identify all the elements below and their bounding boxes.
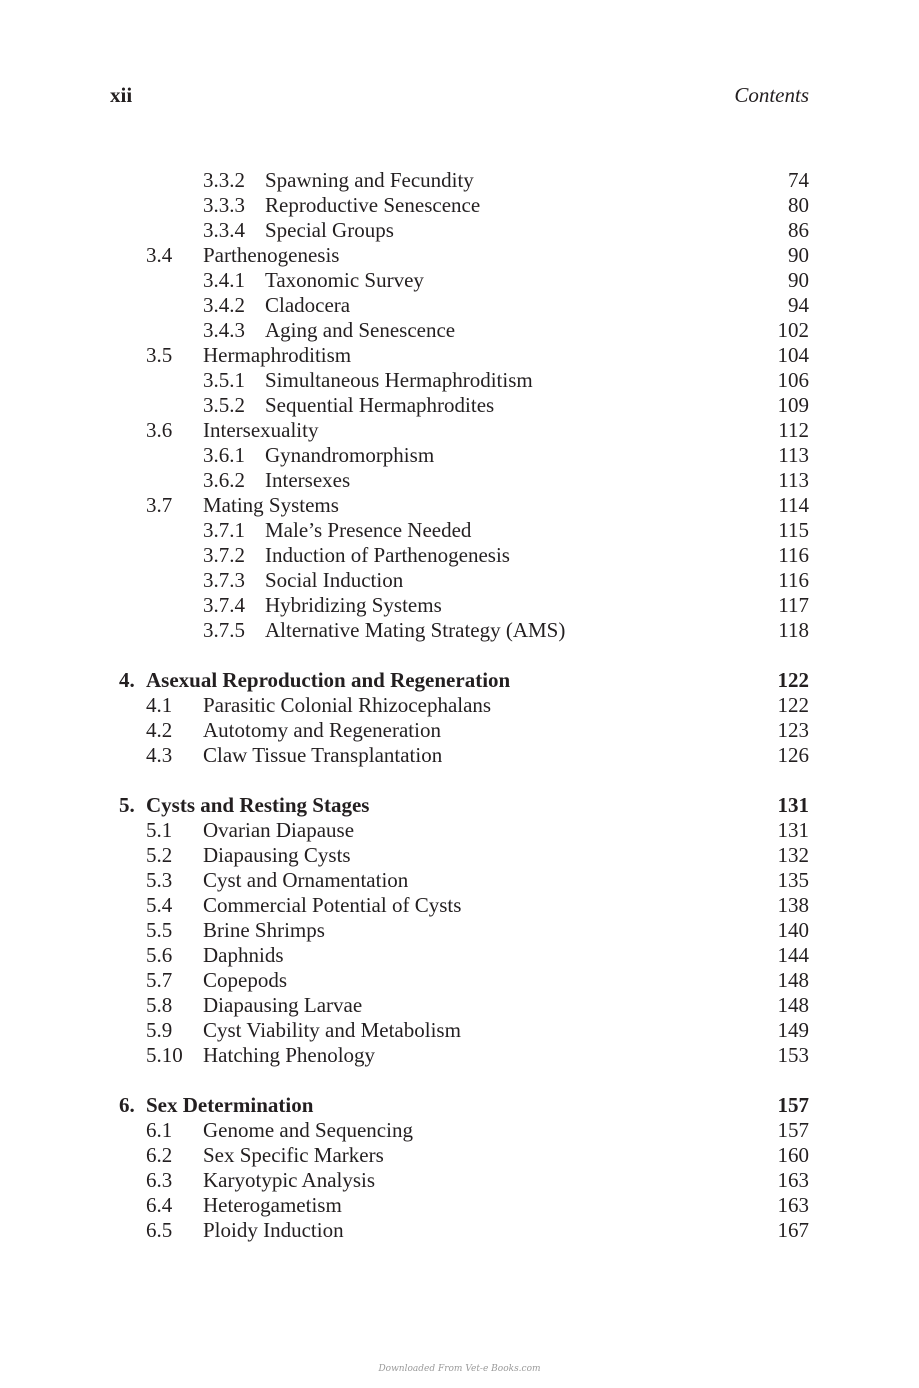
toc-entry-page: 118 bbox=[778, 618, 809, 642]
toc-section-row bbox=[0, 818, 919, 843]
toc-entry-page: 86 bbox=[788, 218, 809, 242]
toc-entry-number: 6.2 bbox=[146, 1143, 173, 1167]
toc-entry-number: 5. bbox=[119, 793, 135, 817]
toc-subsection-row bbox=[0, 318, 919, 343]
toc-section-row bbox=[0, 1168, 919, 1193]
toc-entry-page: 157 bbox=[777, 1093, 809, 1117]
toc-entry-title: Copepods bbox=[203, 968, 287, 992]
toc-entry-title: Karyotypic Analysis bbox=[203, 1168, 376, 1192]
toc-entry-page: 113 bbox=[778, 443, 809, 467]
toc-entry-page: 115 bbox=[778, 518, 809, 542]
toc-entry-page: 113 bbox=[778, 468, 809, 492]
toc-entry-number: 3.4 bbox=[146, 243, 173, 267]
toc-entry-number: 5.9 bbox=[146, 1018, 173, 1042]
toc-entry-number: 3.3.4 bbox=[203, 218, 245, 242]
toc-section-row bbox=[0, 418, 919, 443]
toc-entry-page: 131 bbox=[777, 818, 809, 842]
toc-entry-title: Alternative Mating Strategy (AMS) bbox=[265, 618, 566, 642]
toc-section-row bbox=[0, 918, 919, 943]
toc-entry-page: 138 bbox=[777, 893, 809, 917]
toc-section-row bbox=[0, 1043, 919, 1068]
toc-entry-number: 6.1 bbox=[146, 1118, 173, 1142]
toc-chapter-row bbox=[0, 1093, 919, 1118]
toc-entry-number: 6.5 bbox=[146, 1218, 173, 1242]
toc-entry-title: Cyst Viability and Metabolism bbox=[203, 1018, 461, 1042]
toc-entry-title: Genome and Sequencing bbox=[203, 1118, 413, 1142]
toc-entry-number: 3.7.5 bbox=[203, 618, 245, 642]
toc-entry-page: 112 bbox=[778, 418, 809, 442]
toc-section-row bbox=[0, 1118, 919, 1143]
toc-entry-number: 5.8 bbox=[146, 993, 173, 1017]
toc-section-row bbox=[0, 893, 919, 918]
toc-entry-number: 3.7.3 bbox=[203, 568, 245, 592]
toc-subsection-row bbox=[0, 193, 919, 218]
toc-entry-page: 163 bbox=[777, 1168, 809, 1192]
toc-section-row bbox=[0, 943, 919, 968]
toc-entry-title: Sex Specific Markers bbox=[203, 1143, 384, 1167]
toc-subsection-row bbox=[0, 368, 919, 393]
toc-entry-title: Ploidy Induction bbox=[203, 1218, 344, 1242]
toc-section-row bbox=[0, 1143, 919, 1168]
toc-entry-number: 4.2 bbox=[146, 718, 173, 742]
toc-entry-number: 3.6.2 bbox=[203, 468, 245, 492]
table-of-contents bbox=[0, 168, 919, 1243]
toc-subsection-row bbox=[0, 568, 919, 593]
toc-entry-title: Autotomy and Regeneration bbox=[203, 718, 441, 742]
toc-entry-page: 104 bbox=[777, 343, 809, 367]
toc-section-row bbox=[0, 493, 919, 518]
toc-entry-page: 106 bbox=[777, 368, 809, 392]
toc-entry-title: Taxonomic Survey bbox=[265, 268, 424, 292]
toc-subsection-row bbox=[0, 468, 919, 493]
toc-entry-number: 5.2 bbox=[146, 843, 173, 867]
toc-entry-title: Sex Determination bbox=[146, 1093, 314, 1117]
toc-entry-title: Intersexes bbox=[265, 468, 351, 492]
toc-entry-number: 4. bbox=[119, 668, 135, 692]
toc-entry-title: Heterogametism bbox=[203, 1193, 342, 1217]
toc-entry-number: 6.4 bbox=[146, 1193, 173, 1217]
toc-chapter-row bbox=[0, 668, 919, 693]
toc-entry-title: Gynandromorphism bbox=[265, 443, 435, 467]
toc-entry-page: 116 bbox=[778, 543, 809, 567]
toc-entry-title: Hermaphroditism bbox=[203, 343, 352, 367]
toc-entry-title: Mating Systems bbox=[203, 493, 339, 517]
toc-entry-title: Special Groups bbox=[265, 218, 394, 242]
toc-entry-page: 94 bbox=[788, 293, 809, 317]
toc-entry-number: 3.7.2 bbox=[203, 543, 245, 567]
toc-entry-number: 4.1 bbox=[146, 693, 173, 717]
toc-entry-title: Brine Shrimps bbox=[203, 918, 325, 942]
toc-entry-title: Diapausing Cysts bbox=[203, 843, 351, 867]
toc-entry-title: Cysts and Resting Stages bbox=[146, 793, 370, 817]
toc-entry-title: Diapausing Larvae bbox=[203, 993, 363, 1017]
toc-entry-page: 74 bbox=[788, 168, 809, 192]
toc-entry-page: 80 bbox=[788, 193, 809, 217]
toc-entry-page: 116 bbox=[778, 568, 809, 592]
toc-section-row bbox=[0, 868, 919, 893]
toc-entry-title: Induction of Parthenogenesis bbox=[265, 543, 510, 567]
toc-entry-title: Hatching Phenology bbox=[203, 1043, 376, 1067]
toc-entry-number: 3.4.3 bbox=[203, 318, 245, 342]
toc-entry-title: Intersexuality bbox=[203, 418, 319, 442]
toc-entry-page: 132 bbox=[777, 843, 809, 867]
toc-entry-number: 3.7.4 bbox=[203, 593, 245, 617]
toc-entry-number: 5.4 bbox=[146, 893, 173, 917]
toc-entry-page: 126 bbox=[777, 743, 809, 767]
toc-chapter-row bbox=[0, 793, 919, 818]
toc-entry-page: 148 bbox=[777, 968, 809, 992]
toc-section-row bbox=[0, 993, 919, 1018]
toc-entry-number: 6.3 bbox=[146, 1168, 173, 1192]
toc-section-row bbox=[0, 1193, 919, 1218]
toc-subsection-row bbox=[0, 218, 919, 243]
toc-section-row bbox=[0, 968, 919, 993]
toc-entry-number: 3.7.1 bbox=[203, 518, 245, 542]
toc-entry-number: 3.5.2 bbox=[203, 393, 245, 417]
toc-entry-page: 153 bbox=[777, 1043, 809, 1067]
toc-entry-title: Male’s Presence Needed bbox=[265, 518, 472, 542]
toc-entry-number: 3.3.2 bbox=[203, 168, 245, 192]
toc-section-row bbox=[0, 343, 919, 368]
toc-entry-title: Spawning and Fecundity bbox=[265, 168, 474, 192]
toc-entry-page: 102 bbox=[777, 318, 809, 342]
toc-entry-title: Parasitic Colonial Rhizocephalans bbox=[203, 693, 492, 717]
toc-entry-page: 167 bbox=[777, 1218, 809, 1242]
toc-entry-page: 109 bbox=[777, 393, 809, 417]
toc-entry-number: 3.5 bbox=[146, 343, 173, 367]
toc-subsection-row bbox=[0, 593, 919, 618]
toc-entry-page: 122 bbox=[777, 693, 809, 717]
toc-section-row bbox=[0, 243, 919, 268]
toc-entry-page: 157 bbox=[777, 1118, 809, 1142]
toc-entry-number: 5.1 bbox=[146, 818, 173, 842]
toc-section-row bbox=[0, 1218, 919, 1243]
toc-entry-title: Reproductive Senescence bbox=[265, 193, 481, 217]
toc-subsection-row bbox=[0, 618, 919, 643]
toc-section-row bbox=[0, 718, 919, 743]
toc-subsection-row bbox=[0, 543, 919, 568]
toc-entry-number: 5.10 bbox=[146, 1043, 183, 1067]
toc-entry-page: 131 bbox=[777, 793, 809, 817]
toc-section-row bbox=[0, 843, 919, 868]
toc-subsection-row bbox=[0, 168, 919, 193]
toc-entry-number: 3.4.1 bbox=[203, 268, 245, 292]
toc-subsection-row bbox=[0, 393, 919, 418]
toc-entry-number: 5.5 bbox=[146, 918, 173, 942]
toc-entry-title: Hybridizing Systems bbox=[265, 593, 442, 617]
toc-entry-page: 144 bbox=[777, 943, 809, 967]
toc-subsection-row bbox=[0, 293, 919, 318]
toc-entry-page: 90 bbox=[788, 243, 809, 267]
toc-entry-title: Ovarian Diapause bbox=[203, 818, 355, 842]
toc-entry-number: 5.7 bbox=[146, 968, 173, 992]
toc-entry-page: 148 bbox=[777, 993, 809, 1017]
toc-entry-number: 3.5.1 bbox=[203, 368, 245, 392]
page-number: xii bbox=[110, 83, 133, 107]
toc-entry-title: Parthenogenesis bbox=[203, 243, 340, 267]
toc-entry-page: 117 bbox=[778, 593, 809, 617]
toc-section-row bbox=[0, 693, 919, 718]
toc-entry-number: 3.3.3 bbox=[203, 193, 245, 217]
toc-entry-page: 160 bbox=[777, 1143, 809, 1167]
toc-subsection-row bbox=[0, 268, 919, 293]
toc-entry-number: 6. bbox=[119, 1093, 135, 1117]
toc-entry-title: Simultaneous Hermaphroditism bbox=[265, 368, 533, 392]
toc-entry-number: 4.3 bbox=[146, 743, 173, 767]
toc-subsection-row bbox=[0, 518, 919, 543]
toc-subsection-row bbox=[0, 443, 919, 468]
toc-entry-number: 3.4.2 bbox=[203, 293, 245, 317]
toc-entry-title: Commercial Potential of Cysts bbox=[203, 893, 462, 917]
toc-entry-page: 163 bbox=[777, 1193, 809, 1217]
toc-entry-title: Cladocera bbox=[265, 293, 351, 317]
toc-entry-page: 123 bbox=[777, 718, 809, 742]
toc-entry-title: Aging and Senescence bbox=[265, 318, 456, 342]
toc-entry-number: 5.3 bbox=[146, 868, 173, 892]
toc-entry-number: 3.6.1 bbox=[203, 443, 245, 467]
toc-section-row bbox=[0, 743, 919, 768]
toc-entry-page: 135 bbox=[777, 868, 809, 892]
toc-entry-title: Claw Tissue Transplantation bbox=[203, 743, 443, 767]
footer-watermark: Downloaded From Vet-e Books.com bbox=[378, 1364, 541, 1374]
toc-entry-title: Daphnids bbox=[203, 943, 284, 967]
toc-entry-page: 114 bbox=[778, 493, 809, 517]
toc-entry-title: Cyst and Ornamentation bbox=[203, 868, 409, 892]
toc-entry-title: Asexual Reproduction and Regeneration bbox=[146, 668, 511, 692]
toc-section-row bbox=[0, 1018, 919, 1043]
toc-entry-number: 3.6 bbox=[146, 418, 173, 442]
toc-entry-number: 5.6 bbox=[146, 943, 173, 967]
toc-entry-page: 140 bbox=[777, 918, 809, 942]
toc-entry-page: 90 bbox=[788, 268, 809, 292]
toc-entry-number: 3.7 bbox=[146, 493, 173, 517]
toc-entry-page: 149 bbox=[777, 1018, 809, 1042]
toc-entry-title: Sequential Hermaphrodites bbox=[265, 393, 495, 417]
running-title: Contents bbox=[734, 83, 809, 107]
toc-entry-page: 122 bbox=[777, 668, 809, 692]
toc-entry-title: Social Induction bbox=[265, 568, 404, 592]
